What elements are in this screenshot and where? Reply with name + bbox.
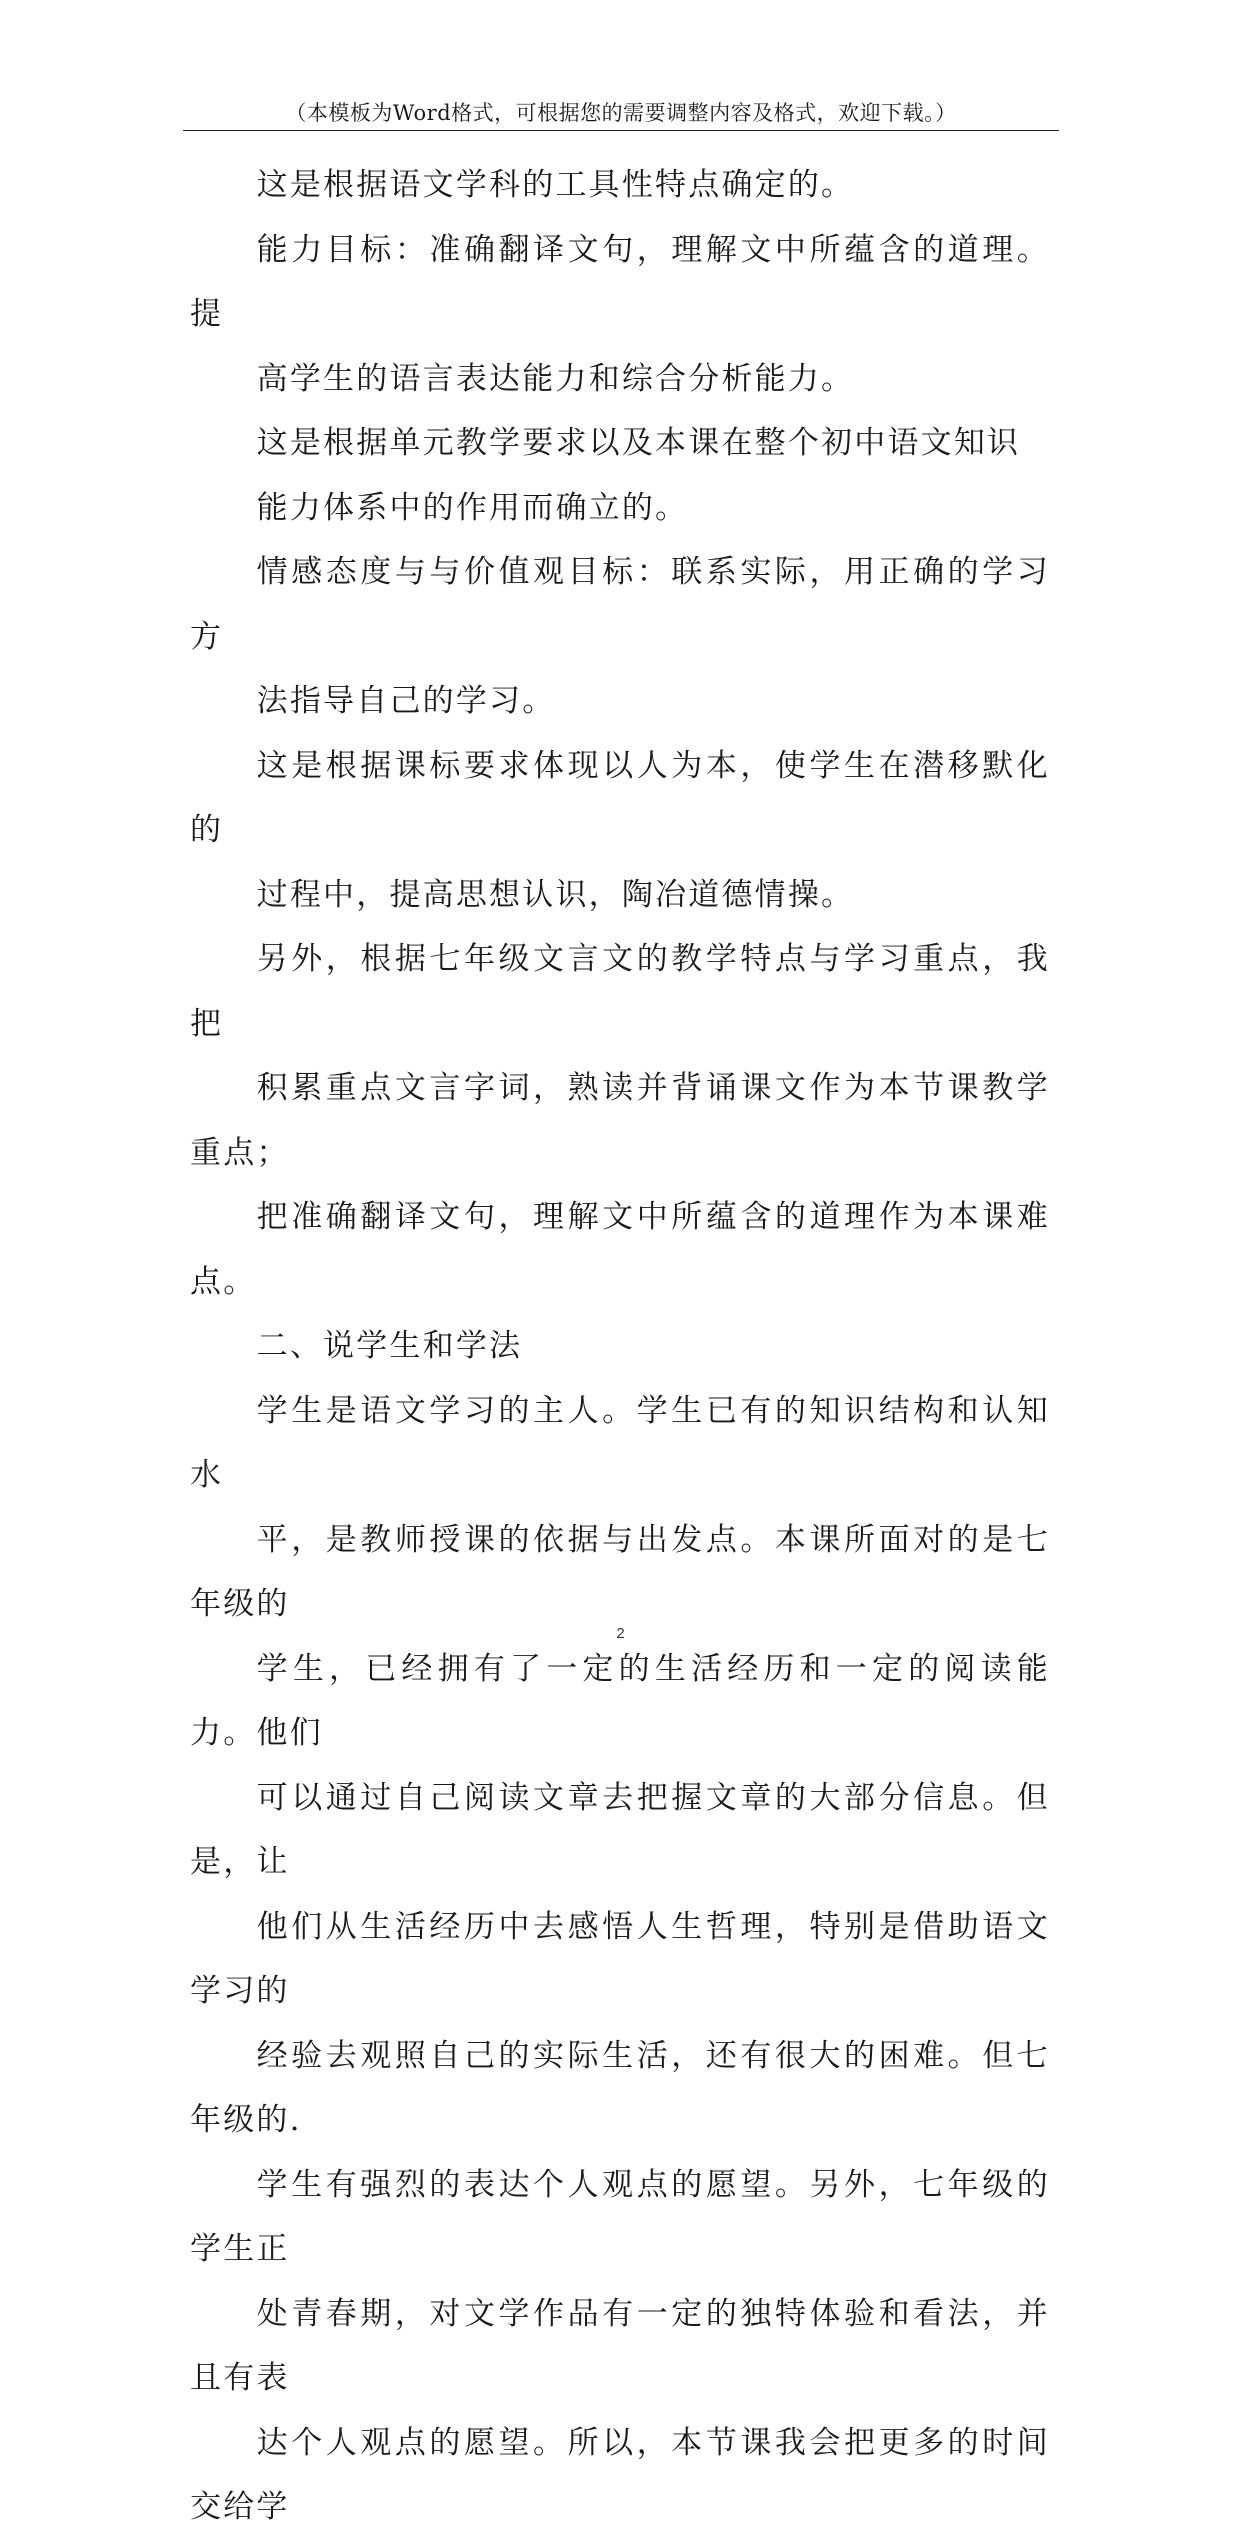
paragraph-line: 可以通过自己阅读文章去把握文章的大部分信息。但是，让 [190,1779,1050,1880]
header-divider [183,130,1059,131]
paragraph-line: 平，是教师授课的依据与出发点。本课所面对的是七年级的 [190,1521,1050,1622]
paragraph-line: 他们从生活经历中去感悟人生哲理，特别是借助语文学习的 [190,1908,1050,2009]
paragraph-line: 另外，根据七年级文言文的教学特点与学习重点，我把 [190,941,1050,1042]
document-body [190,153,1050,2540]
paragraph-line: 这是根据单元教学要求以及本课在整个初中语文知识 [256,425,1021,461]
paragraph-line: 能力目标：准确翻译文句，理解文中所蕴含的道理。提 [190,231,1050,332]
body-paragraph [190,1379,1050,2540]
paragraph-line: 过程中，提高思想认识，陶冶道德情操。 [256,876,855,913]
paragraph-line: 能力体系中的作用而确立的。 [256,489,689,526]
paragraph-line: 达个人观点的愿望。所以，本节课我会把更多的时间交给学 [190,2424,1050,2525]
body-paragraph [190,927,1050,1314]
paragraph-line: 学生，已经拥有了一定的生活经历和一定的阅读能力。他们 [190,1650,1050,1751]
paragraph-line: 法指导自己的学习。 [256,683,556,719]
paragraph-line: 高学生的语言表达能力和综合分析能力。 [256,360,855,397]
paragraph-line: 这是根据课标要求体现以人为本，使学生在潜移默化的 [190,747,1050,848]
paragraph-line: 学生有强烈的表达个人观点的愿望。另外，七年级的学生正 [190,2166,1050,2267]
paragraph-line: 学生是语文学习的主人。学生已有的知识结构和认知水 [190,1392,1050,1493]
body-paragraph [190,1314,1050,1379]
paragraph-line: 情感态度与与价值观目标：联系实际，用正确的学习方 [190,554,1050,655]
paragraph-line: 把准确翻译文句，理解文中所蕴含的道理作为本课难点。 [190,1199,1050,1300]
paragraph-line: 处青春期，对文学作品有一定的独特体验和看法，并且有表 [190,2295,1050,2396]
body-paragraph [190,153,1050,218]
paragraph-line: 经验去观照自己的实际生活，还有很大的困难。但七年级的. [190,2037,1050,2138]
body-paragraph [190,540,1050,734]
paragraph-line: 积累重点文言字词，熟读并背诵课文作为本节课教学重点； [190,1070,1050,1171]
body-paragraph [190,218,1050,412]
paragraph-line: 这是根据语文学科的工具性特点确定的。 [256,167,855,203]
paragraph-line: 二、说学生和学法 [256,1328,523,1364]
body-paragraph [190,411,1050,540]
page-number: 2 [616,1625,625,1642]
body-paragraph [190,734,1050,928]
template-header-note: （本模板为Word格式，可根据您的需要调整内容及格式，欢迎下载。） [285,101,957,125]
